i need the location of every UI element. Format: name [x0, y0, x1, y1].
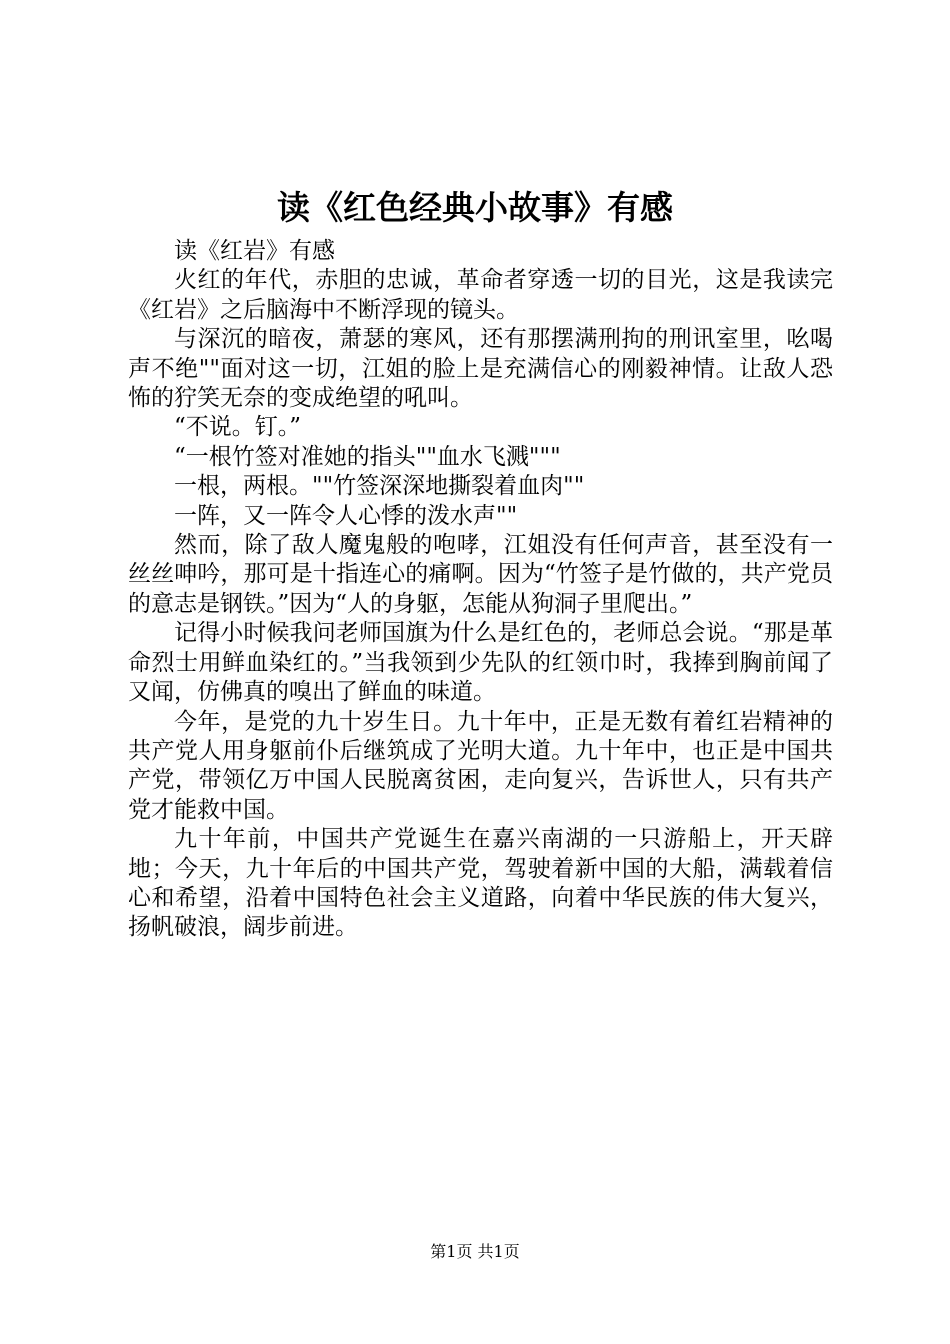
document-body: [128, 237, 833, 943]
paragraph-subtitle: 读《红岩》有感: [174, 238, 335, 264]
paragraph: “不说。钉。”: [174, 414, 302, 441]
page-number-footer: 第1页 共1页: [430, 1242, 520, 1261]
paragraph: 一根，两根。""竹签深深地撕裂着血肉"": [174, 473, 585, 500]
paragraph: 与深沉的暗夜，萧瑟的寒风，还有那摆满刑拘的刑讯室里，吆喝声不绝""面对这一切，江姐的脸上是充满信心的刚毅神情。让敌人恐怖的狞笑无奈的变成绝望的吼叫。: [128, 326, 833, 412]
paragraph: 一阵，又一阵令人心悸的泼水声"": [174, 502, 518, 529]
paragraph: 记得小时候我问老师国旗为什么是红色的，老师总会说。“那是革命烈士用鲜血染红的。”当我领到少先队的红领巾时，我捧到胸前闻了又闻，仿佛真的嗅出了鲜血的味道。: [128, 620, 833, 706]
paragraph: 火红的年代，赤胆的忠诚，革命者穿透一切的目光，这是我读完《红岩》之后脑海中不断浮现的镜头。: [128, 267, 833, 323]
paragraph: 今年，是党的九十岁生日。九十年中，正是无数有着红岩精神的共产党人用身躯前仆后继筑成了光明大道。九十年中，也正是中国共产党，带领亿万中国人民脱离贫困，走向复兴，告诉世人，只有共产党才能救中国。: [128, 708, 833, 823]
paragraph: 然而，除了敌人魔鬼般的咆哮，江姐没有任何声音，甚至没有一丝丝呻吟，那可是十指连心的痛啊。因为“竹签子是竹做的，共产党员的意志是钢铁。”因为“人的身躯，怎能从狗洞子里爬出。”: [128, 532, 833, 617]
paragraph: 九十年前，中国共产党诞生在嘉兴南湖的一只游船上，开天辟地；今天，九十年后的中国共产党，驾驶着新中国的大船，满载着信心和希望，沿着中国特色社会主义道路，向着中华民族的伟大复兴，扬帆破浪，阔步前进。: [128, 826, 833, 941]
document-title: 读《红色经典小故事》有感: [277, 188, 673, 227]
paragraph: “一根竹签对准她的指头""血水飞溅""": [174, 443, 561, 470]
